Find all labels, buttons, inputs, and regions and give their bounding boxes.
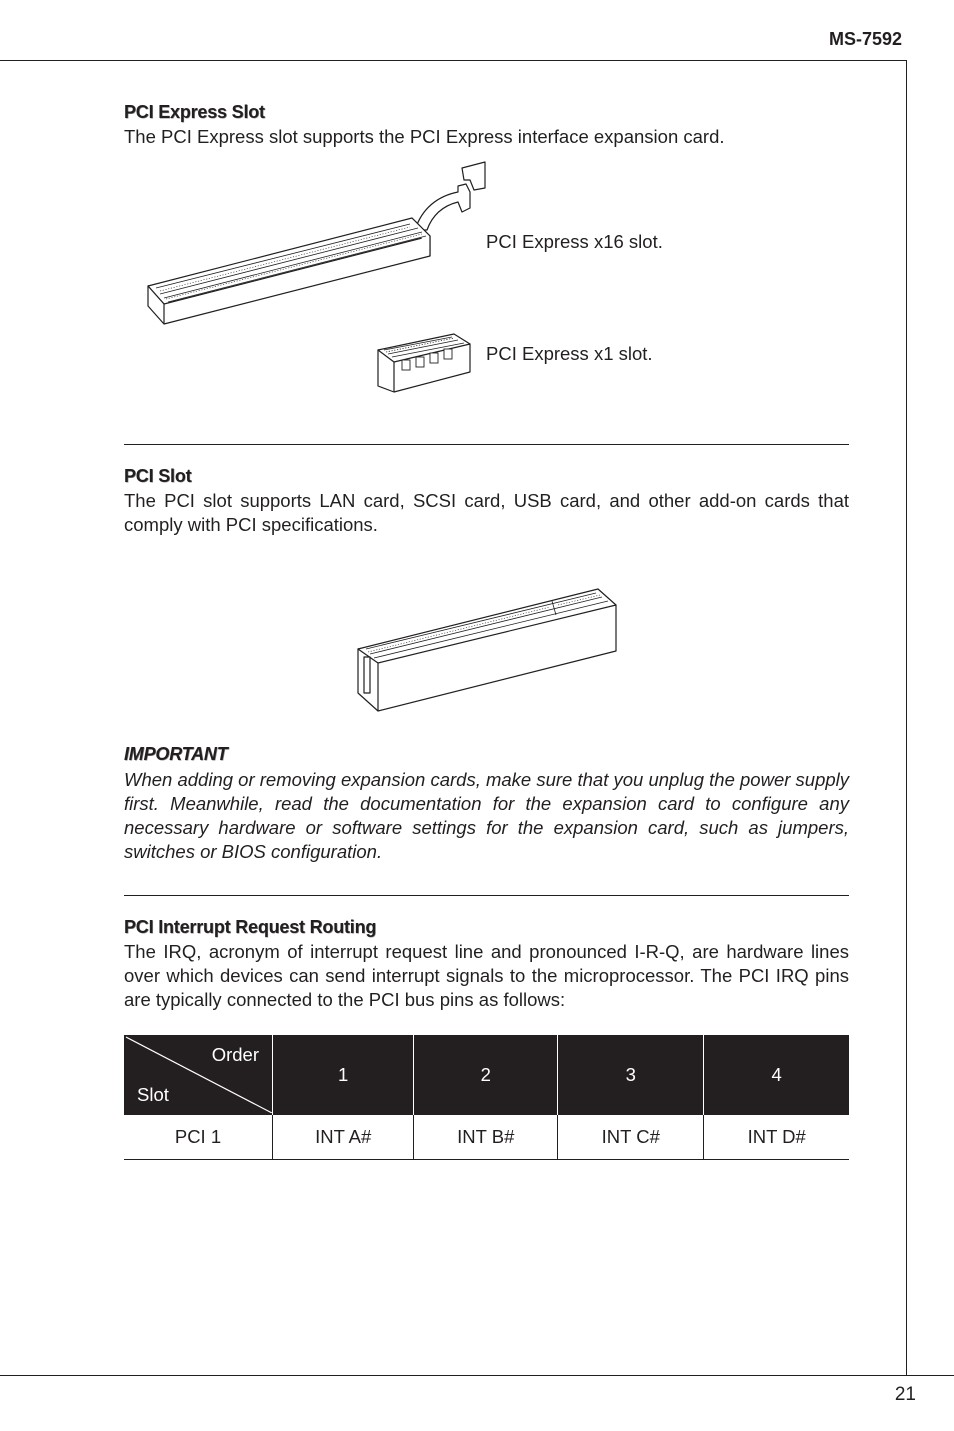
important-title: IMPORTANT: [124, 744, 228, 764]
slot-header-label: Slot: [137, 1084, 169, 1105]
irq-description: The IRQ, acronym of interrupt request line and pronounced I-R-Q, are hardware lines over which devices can send interrupt signals to the microprocessor. The PCI IRQ pins are typically connected to the PCI bus pins as follows:: [124, 941, 849, 1010]
irq-routing-table: [124, 1035, 849, 1160]
table-cell: INT D#: [704, 1115, 849, 1160]
column-header: 1: [273, 1035, 414, 1115]
pcie-x16-slot-illustration: [140, 158, 490, 330]
page-frame-right: [906, 60, 907, 1376]
column-header: 2: [414, 1035, 558, 1115]
pcie-x1-label: PCI Express x1 slot.: [486, 343, 653, 364]
model-number: MS-7592: [828, 29, 902, 49]
page-frame-top: [0, 60, 906, 61]
page-frame-bottom: [0, 1375, 954, 1376]
slot-cell: PCI 1: [124, 1115, 273, 1160]
pcie-description: The PCI Express slot supports the PCI Express interface expansion card.: [124, 126, 725, 147]
important-text: When adding or removing expansion cards, make sure that you unplug the power supply first. Meanwhile, read the documentation for the expansion card to configure any necessary hardware or software settings for the expansion card, such as jumpers, switches or BIOS configuration.: [124, 769, 850, 862]
page-number: 21: [894, 1384, 916, 1405]
table-cell: INT C#: [558, 1115, 704, 1160]
pci-description: The PCI slot supports LAN card, SCSI card, USB card, and other add-on cards that comply with PCI specifications.: [124, 490, 849, 535]
pcie-x16-label: PCI Express x16 slot.: [486, 231, 663, 252]
pcie-section-title: PCI Express Slot: [124, 102, 265, 122]
section-divider: [124, 895, 849, 896]
table-cell: INT A#: [273, 1115, 414, 1160]
pcie-x1-slot-illustration: [374, 330, 474, 394]
table-cell: INT B#: [414, 1115, 558, 1160]
corner-header-cell: [124, 1035, 273, 1115]
column-header: 3: [558, 1035, 704, 1115]
table-header-row: [124, 1035, 849, 1115]
order-header-label: Order: [211, 1044, 259, 1065]
irq-section-title: PCI Interrupt Request Routing: [124, 917, 377, 937]
pci-slot-illustration: [352, 585, 622, 717]
section-divider: [124, 444, 849, 445]
pci-section-title: PCI Slot: [124, 466, 192, 486]
table-row: [124, 1115, 849, 1160]
column-header: 4: [704, 1035, 849, 1115]
